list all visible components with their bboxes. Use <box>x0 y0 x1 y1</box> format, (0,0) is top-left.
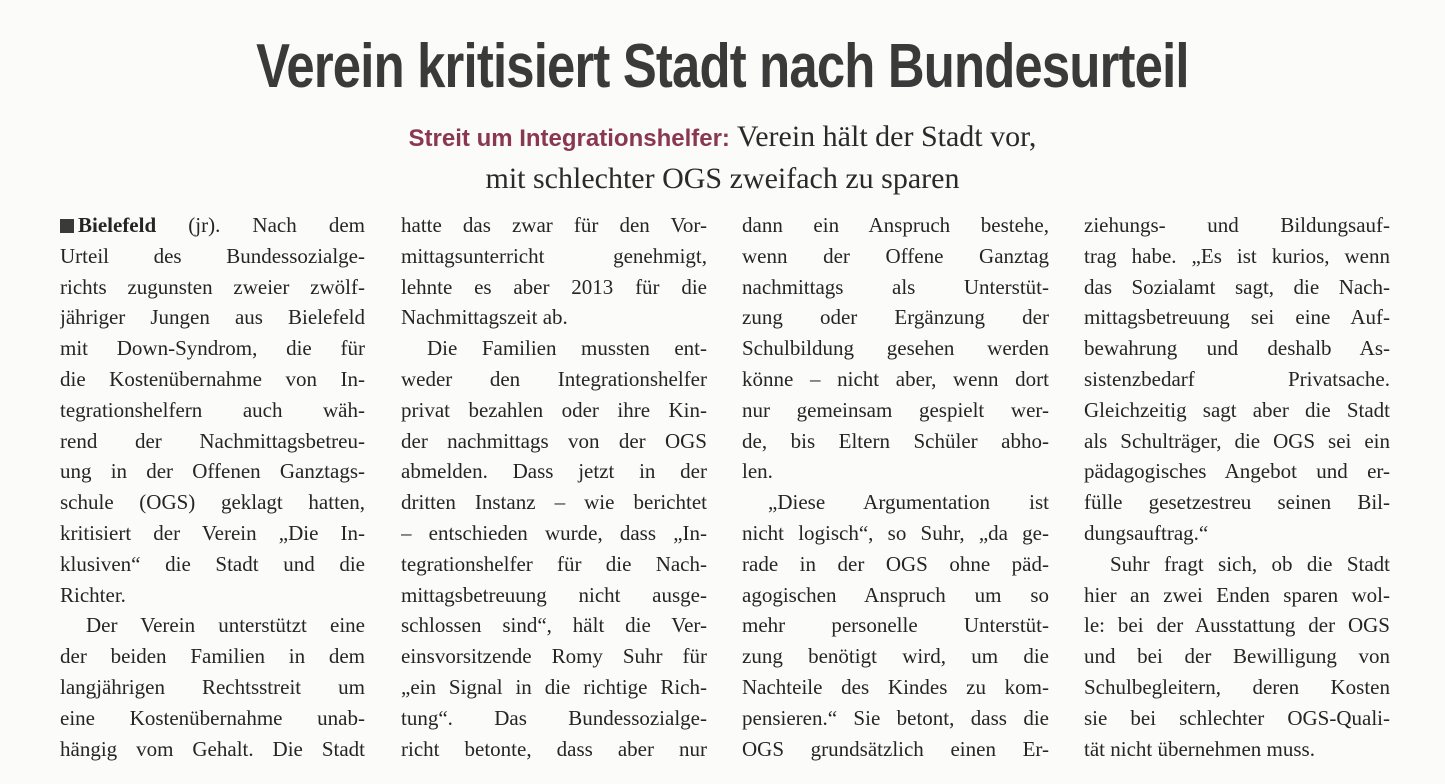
text-line: trag habe. „Es ist kurios, wenn <box>1084 243 1390 268</box>
text-line: als Schulträger, die OGS sei ein <box>1084 428 1390 453</box>
text-line: Der Verein unterstützt eine <box>86 613 365 638</box>
text-line: Gleichzeitig sagt aber die Stadt <box>1084 397 1390 422</box>
text-line: eine Kostenübernahme unab- <box>60 705 365 730</box>
text-line: sie bei schlechter OGS-Quali- <box>1084 705 1390 730</box>
text-line: zung oder Ergänzung der <box>742 305 1049 330</box>
text-line: le: bei der Ausstattung der OGS <box>1084 613 1390 638</box>
dateline-text: (jr). Nach dem <box>156 213 365 237</box>
article-column-3 <box>742 210 1049 764</box>
text-line: Urteil des Bundessozialge- <box>60 243 365 268</box>
text-line: mehr personelle Unterstüt- <box>742 613 1049 638</box>
subheadline-line-1 <box>0 117 1445 159</box>
text-line: hier an zwei Enden sparen wol- <box>1084 582 1390 607</box>
text-line: tät nicht übernehmen muss. <box>1084 736 1315 761</box>
text-line: mittagsbetreuung nicht ausge- <box>401 582 707 607</box>
text-line: langjährigen Rechtsstreit um <box>60 674 365 699</box>
text-line: tung“. Das Bundessozialge- <box>401 705 707 730</box>
text-line: die Kostenübernahme von In- <box>60 366 365 391</box>
text-line: pensieren.“ Sie betont, dass die <box>742 705 1049 730</box>
text-line: agogischen Anspruch um so <box>742 582 1049 607</box>
text-line: kritisiert der Verein „Die In- <box>60 520 365 545</box>
kicker: Streit um Integrationshelfer: <box>408 125 730 152</box>
article-column-2 <box>401 210 707 764</box>
text-line: pädagogisches Angebot und er- <box>1084 459 1390 484</box>
text-line: richt betonte, dass aber nur <box>401 736 707 761</box>
text-line: und bei der Bewilligung von <box>1084 644 1390 669</box>
text-line: – entschieden wurde, dass „In- <box>401 520 707 545</box>
text-line: einsvorsitzende Romy Suhr für <box>401 644 707 669</box>
dateline-place: Bielefeld <box>78 213 157 237</box>
text-line: sistenzbedarf Privatsache. <box>1084 366 1390 391</box>
text-line: Nachmittagszeit ab. <box>401 305 568 330</box>
text-line: jähriger Jungen aus Bielefeld <box>60 305 365 330</box>
text-line: „ein Signal in die richtige Rich- <box>401 674 707 699</box>
text-line: Suhr fragt sich, ob die Stadt <box>1110 551 1390 576</box>
subheadline <box>0 117 1445 199</box>
text-line: richts zugunsten zweier zwölf- <box>60 274 365 299</box>
text-line: nicht logisch“, so Suhr, „da ge- <box>742 520 1049 545</box>
text-line: OGS grundsätzlich einen Er- <box>742 736 1049 761</box>
text-line: der nachmittags von der OGS <box>401 428 707 453</box>
text-line: das Sozialamt sagt, die Nach- <box>1084 274 1390 299</box>
article-column-1 <box>60 210 365 764</box>
text-line: „Diese Argumentation ist <box>768 490 1049 515</box>
text-line: nachmittags als Unterstüt- <box>742 274 1049 299</box>
text-line: schule (OGS) geklagt hatten, <box>60 490 365 515</box>
text-line: de, bis Eltern Schüler abho- <box>742 428 1049 453</box>
text-line: Schulbildung gesehen werden <box>742 336 1049 361</box>
text-line: rade in der OGS ohne päd- <box>742 551 1049 576</box>
text-line: wenn der Offene Ganztag <box>742 243 1049 268</box>
text-line: dritten Instanz – wie berichtet <box>401 490 707 515</box>
text-line: weder den Integrationshelfer <box>401 366 707 391</box>
dateline-line <box>60 210 365 241</box>
text-line: dann ein Anspruch bestehe, <box>742 213 1049 237</box>
text-line: abmelden. Dass jetzt in der <box>401 459 707 484</box>
article-column-4 <box>1084 210 1390 764</box>
text-line: mit Down-Syndrom, die für <box>60 336 365 361</box>
text-line: rend der Nachmittagsbetreu- <box>60 428 365 453</box>
text-line: klusiven“ die Stadt und die <box>60 551 365 576</box>
text-line: mittagsunterricht genehmigt, <box>401 243 707 268</box>
text-line: len. <box>742 459 773 484</box>
dateline-square-icon <box>60 219 74 233</box>
text-line: Nachteile des Kindes zu kom- <box>742 674 1049 699</box>
text-line: lehnte es aber 2013 für die <box>401 274 707 299</box>
text-line: mittagsbetreuung sei eine Auf- <box>1084 305 1390 330</box>
text-line: tegrationshelfer für die Nach- <box>401 551 707 576</box>
text-line: schlossen sind“, hält die Ver- <box>401 613 707 638</box>
text-line: tegrationshelfern auch wäh- <box>60 397 365 422</box>
subheadline-text: Verein hält der Stadt vor, <box>729 120 1037 153</box>
text-line: zung benötigt wird, um die <box>742 644 1049 669</box>
text-line: bewahrung und deshalb As- <box>1084 336 1390 361</box>
text-line: der beiden Familien in dem <box>60 644 365 669</box>
text-line: hatte das zwar für den Vor- <box>401 213 707 237</box>
text-line: Die Familien mussten ent- <box>427 336 707 361</box>
text-line: Schulbegleitern, deren Kosten <box>1084 674 1390 699</box>
text-line: dungsauftrag.“ <box>1084 520 1209 545</box>
headline: Verein kritisiert Stadt nach Bundesurteil <box>256 32 1189 101</box>
text-line: privat bezahlen oder ihre Kin- <box>401 397 707 422</box>
text-line: fülle gesetzestreu seinen Bil- <box>1084 490 1390 515</box>
subheadline-line-2: mit schlechter OGS zweifach zu sparen <box>485 162 960 195</box>
text-line: könne – nicht aber, wenn dort <box>742 366 1049 391</box>
text-line: hängig vom Gehalt. Die Stadt <box>60 736 365 761</box>
text-line: ung in der Offenen Ganztags- <box>60 459 365 484</box>
text-line: Richter. <box>60 582 126 607</box>
text-line: ziehungs- und Bildungsauf- <box>1084 213 1390 237</box>
text-line: nur gemeinsam gespielt wer- <box>742 397 1049 422</box>
